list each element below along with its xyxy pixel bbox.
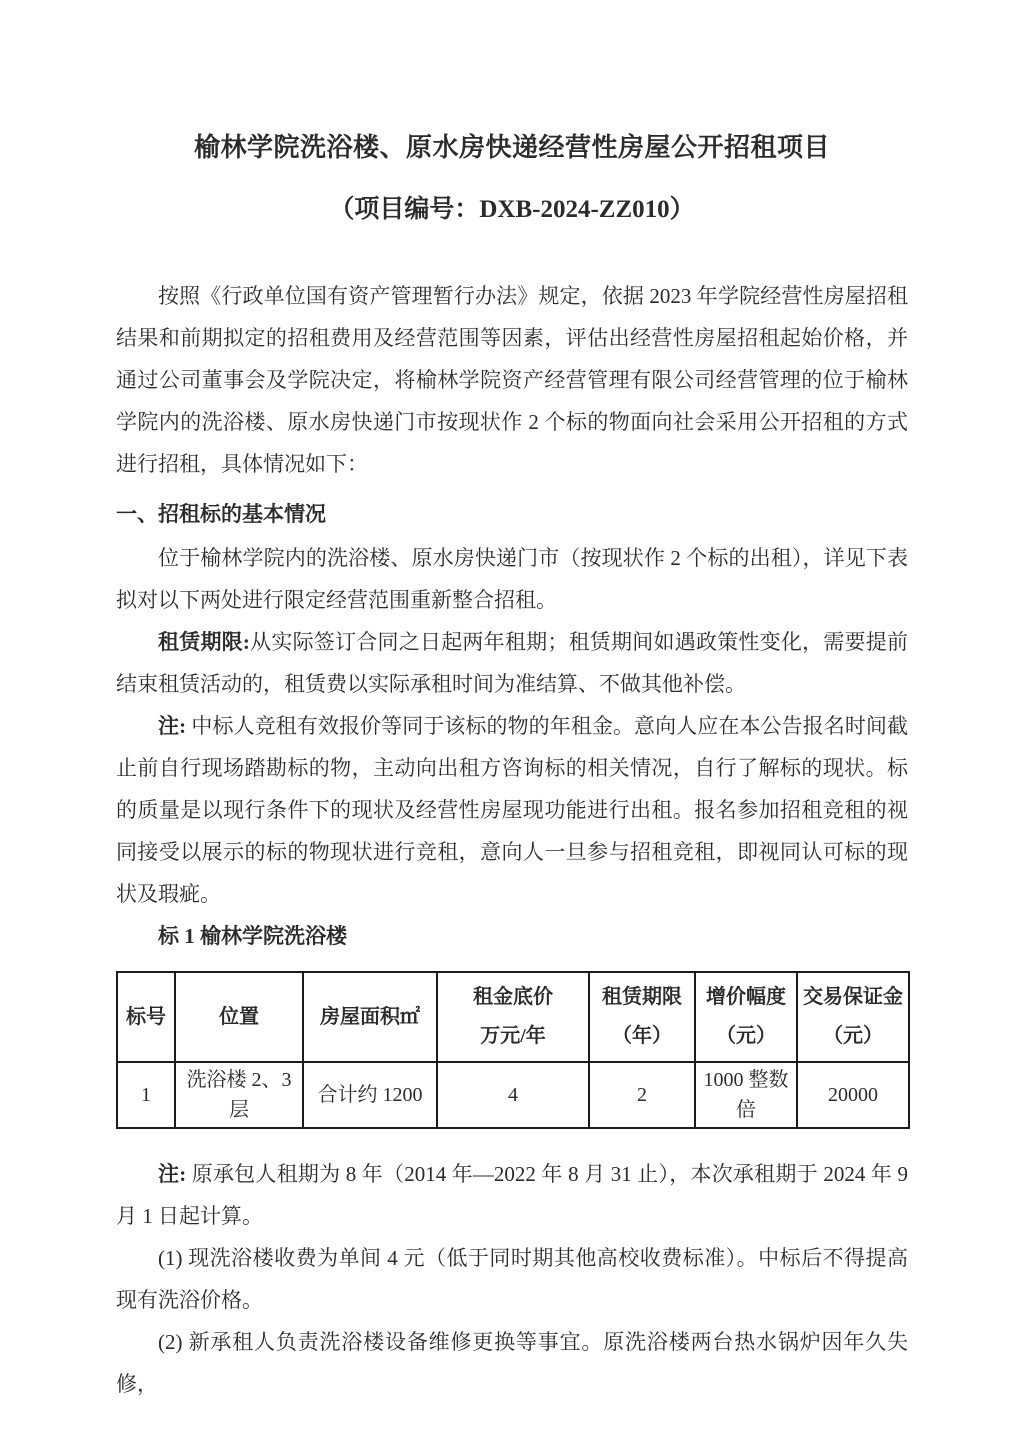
cell-deposit: 20000	[797, 1062, 909, 1128]
project-number-subtitle: （项目编号：DXB-2024-ZZ010）	[329, 196, 695, 224]
note-1-label: 注:	[158, 714, 187, 739]
cell-base-rent: 4	[437, 1062, 589, 1128]
col-header-floor-area: 房屋面积㎡	[303, 972, 437, 1062]
note-1-text: 中标人竞租有效报价等同于该标的物的年租金。意向人应在本公告报名时间截止前自行现场踏勘标的物，主动向出租方咨询标的相关情况，自行了解标的现状。标的质量是以现行条件下的现状及经营性房屋现功能进行出租。报名参加招租竞租的视同接受以展示的标的物现状进行竞租，意向人一旦参与招租竞租，即视同认可标的现状及瑕疵。	[116, 714, 908, 907]
note-2-paragraph	[116, 1153, 908, 1237]
item-2-paragraph: (2) 新承租人负责洗浴楼设备维修更换等事宜。原洗浴楼两台热水锅炉因年久失修，	[116, 1330, 908, 1397]
note-1-paragraph	[116, 705, 908, 915]
cell-bid-increment: 1000 整数倍	[695, 1062, 797, 1128]
col-header-lot-number: 标号	[117, 972, 175, 1062]
overview-paragraph: 位于榆林学院内的洗浴楼、原水房快递门市（按现状作 2 个标的出租），详见下表拟对以下两处进行限定经营范围重新整合招租。	[116, 546, 908, 613]
lease-term-text: 从实际签订合同之日起两年租期；租赁期间如遇政策性变化，需要提前结束租赁活动的，租赁费以实际承租时间为准结算、不做其他补偿。	[116, 630, 909, 697]
cell-location: 洗浴楼 2、3 层	[175, 1062, 303, 1128]
cell-lease-term: 2	[589, 1062, 695, 1128]
lease-term-label: 租赁期限:	[158, 630, 250, 655]
section-1-heading: 一、招租标的基本情况	[116, 502, 326, 527]
col-header-bid-increment: 增价幅度 （元）	[695, 972, 797, 1062]
target-1-table	[116, 971, 910, 1129]
document-title: 榆林学院洗浴楼、原水房快递经营性房屋公开招租项目	[193, 133, 830, 162]
col-header-location: 位置	[175, 972, 303, 1062]
lease-term-paragraph	[116, 621, 908, 705]
col-header-lease-term: 租赁期限 （年）	[589, 972, 695, 1062]
note-2-label: 注:	[158, 1162, 187, 1187]
table-row	[117, 1062, 909, 1128]
col-header-base-rent: 租金底价 万元/年	[437, 972, 589, 1062]
target-1-heading: 标 1 榆林学院洗浴楼	[158, 924, 347, 949]
cell-lot-number: 1	[117, 1062, 175, 1128]
cell-floor-area: 合计约 1200	[303, 1062, 437, 1128]
item-1-paragraph: (1) 现洗浴楼收费为单间 4 元（低于同时期其他高校收费标准）。中标后不得提高现有洗浴价格。	[116, 1246, 908, 1313]
note-2-text: 原承包人租期为 8 年（2014 年—2022 年 8 月 31 止），本次承租期于 2024 年 9 月 1 日起计算。	[116, 1162, 909, 1229]
table-header-row	[117, 972, 909, 1062]
col-header-deposit: 交易保证金 （元）	[797, 972, 909, 1062]
intro-paragraph: 按照《行政单位国有资产管理暂行办法》规定，依据 2023 年学院经营性房屋招租结果和前期拟定的招租费用及经营范围等因素，评估出经营性房屋招租起始价格，并通过公司董事会及学院决定，将榆林学院资产经营管理有限公司经营管理的位于榆林学院内的洗浴楼、原水房快递门市按现状作 2 个标的物面向社会采用公开招租的方式进行招租，具体情况如下：	[116, 284, 908, 477]
